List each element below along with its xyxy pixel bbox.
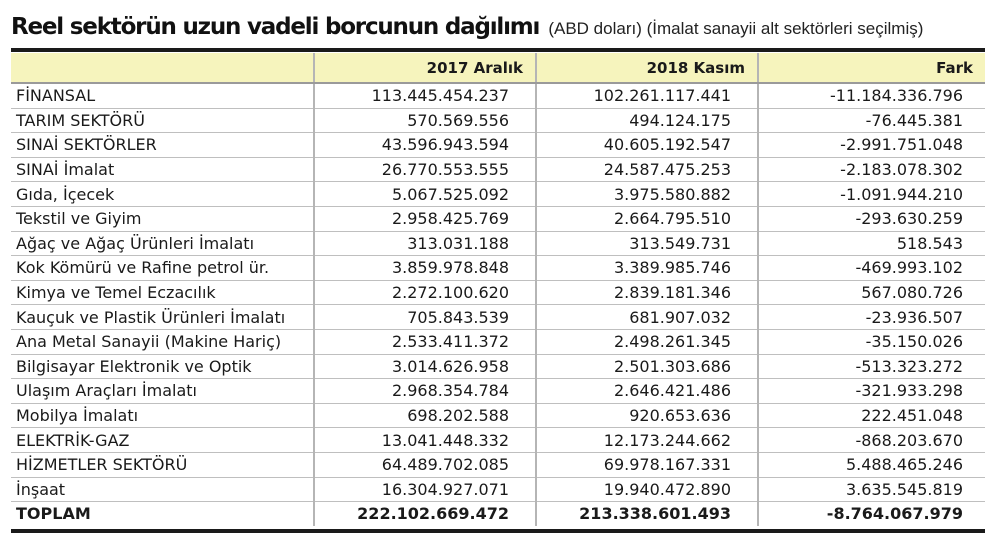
sector-name: Ağaç ve Ağaç Ürünleri İmalatı	[11, 231, 314, 256]
value-2018-kasim: 920.653.636	[536, 403, 758, 428]
value-2018-kasim: 24.587.475.253	[536, 157, 758, 182]
header-2017-aralik: 2017 Aralık	[314, 53, 536, 83]
header-sector	[11, 53, 314, 83]
value-fark: -23.936.507	[758, 305, 985, 330]
value-2018-kasim: 494.124.175	[536, 108, 758, 133]
debt-table	[11, 53, 985, 526]
value-fark: 567.080.726	[758, 280, 985, 305]
value-2018-kasim: 681.907.032	[536, 305, 758, 330]
value-fark: 5.488.465.246	[758, 452, 985, 477]
sector-name: SINAİ SEKTÖRLER	[11, 133, 314, 158]
value-2017-aralik: 705.843.539	[314, 305, 536, 330]
table-row	[11, 280, 985, 305]
value-fark: 222.451.048	[758, 403, 985, 428]
value-2017-aralik: 698.202.588	[314, 403, 536, 428]
table-row	[11, 133, 985, 158]
value-fark: -513.323.272	[758, 354, 985, 379]
sector-name: TOPLAM	[16, 504, 91, 524]
value-2017-aralik: 3.014.626.958	[314, 354, 536, 379]
table-row	[11, 206, 985, 231]
table-row	[11, 428, 985, 453]
value-fark: -2.991.751.048	[758, 133, 985, 158]
value-2017-aralik: 13.041.448.332	[314, 428, 536, 453]
sector-name: Kimya ve Temel Eczacılık	[11, 280, 314, 305]
title-subtitle: (ABD doları) (İmalat sanayii alt sektörleri seçilmiş)	[548, 19, 924, 38]
value-fark: 3.635.545.819	[758, 477, 985, 502]
page-title	[11, 14, 923, 40]
title-main: Reel sektörün uzun vadeli borcunun dağılımı	[11, 14, 540, 40]
sector-name: Ulaşım Araçları İmalatı	[11, 379, 314, 404]
sector-name: İnşaat	[11, 477, 314, 502]
value-2018-kasim: 2.646.421.486	[536, 379, 758, 404]
sector-name: TARIM SEKTÖRÜ	[11, 108, 314, 133]
value-2017-aralik: 2.968.354.784	[314, 379, 536, 404]
header-2018-kasim: 2018 Kasım	[536, 53, 758, 83]
header-fark: Fark	[758, 53, 985, 83]
value-2017-aralik: 26.770.553.555	[314, 157, 536, 182]
sector-name: Kauçuk ve Plastik Ürünleri İmalatı	[11, 305, 314, 330]
value-2017-aralik: 313.031.188	[314, 231, 536, 256]
value-2017-aralik: 64.489.702.085	[314, 452, 536, 477]
value-2017-aralik: 16.304.927.071	[314, 477, 536, 502]
value-fark: -321.933.298	[758, 379, 985, 404]
sector-name: Tekstil ve Giyim	[11, 206, 314, 231]
value-2017-aralik: 222.102.669.472	[314, 502, 536, 526]
table-row	[11, 379, 985, 404]
value-2018-kasim: 12.173.244.662	[536, 428, 758, 453]
value-2017-aralik: 3.859.978.848	[314, 256, 536, 281]
sector-name: SINAİ İmalat	[11, 157, 314, 182]
value-2017-aralik: 5.067.525.092	[314, 182, 536, 207]
value-2018-kasim: 213.338.601.493	[536, 502, 758, 526]
value-fark: -293.630.259	[758, 206, 985, 231]
table-row	[11, 256, 985, 281]
sector-name: ELEKTRİK-GAZ	[11, 428, 314, 453]
table-row	[11, 329, 985, 354]
value-2018-kasim: 2.664.795.510	[536, 206, 758, 231]
value-fark: -76.445.381	[758, 108, 985, 133]
table-row	[11, 477, 985, 502]
sector-name: Gıda, İçecek	[11, 182, 314, 207]
sector-name: Ana Metal Sanayii (Makine Hariç)	[11, 329, 314, 354]
value-fark: -1.091.944.210	[758, 182, 985, 207]
value-2018-kasim: 2.501.303.686	[536, 354, 758, 379]
value-2017-aralik: 113.445.454.237	[314, 83, 536, 108]
sector-name: FİNANSAL	[11, 83, 314, 108]
table-row	[11, 354, 985, 379]
table-row	[11, 182, 985, 207]
sector-name: HİZMETLER SEKTÖRÜ	[11, 452, 314, 477]
table-row	[11, 452, 985, 477]
value-2018-kasim: 19.940.472.890	[536, 477, 758, 502]
table-row	[11, 403, 985, 428]
table-row	[11, 157, 985, 182]
value-2018-kasim: 3.389.985.746	[536, 256, 758, 281]
value-2018-kasim: 40.605.192.547	[536, 133, 758, 158]
value-2017-aralik: 2.958.425.769	[314, 206, 536, 231]
value-2018-kasim: 313.549.731	[536, 231, 758, 256]
value-fark: -2.183.078.302	[758, 157, 985, 182]
top-rule	[11, 48, 985, 52]
value-2018-kasim: 2.498.261.345	[536, 329, 758, 354]
value-2017-aralik: 570.569.556	[314, 108, 536, 133]
table-row	[11, 305, 985, 330]
value-fark: -8.764.067.979	[758, 502, 985, 526]
value-fark: 518.543	[758, 231, 985, 256]
bottom-rule	[11, 529, 985, 533]
sector-name: Kok Kömürü ve Rafine petrol ür.	[11, 256, 314, 281]
sector-name: Mobilya İmalatı	[11, 403, 314, 428]
table-row	[11, 83, 985, 108]
header-row	[11, 53, 985, 83]
value-2018-kasim: 2.839.181.346	[536, 280, 758, 305]
sector-name: Bilgisayar Elektronik ve Optik	[11, 354, 314, 379]
value-2017-aralik: 43.596.943.594	[314, 133, 536, 158]
value-2017-aralik: 2.533.411.372	[314, 329, 536, 354]
value-fark: -11.184.336.796	[758, 83, 985, 108]
table-row	[11, 108, 985, 133]
value-fark: -35.150.026	[758, 329, 985, 354]
value-fark: -469.993.102	[758, 256, 985, 281]
value-fark: -868.203.670	[758, 428, 985, 453]
value-2017-aralik: 2.272.100.620	[314, 280, 536, 305]
value-2018-kasim: 102.261.117.441	[536, 83, 758, 108]
value-2018-kasim: 3.975.580.882	[536, 182, 758, 207]
table-row	[11, 231, 985, 256]
total-row	[11, 502, 985, 526]
value-2018-kasim: 69.978.167.331	[536, 452, 758, 477]
